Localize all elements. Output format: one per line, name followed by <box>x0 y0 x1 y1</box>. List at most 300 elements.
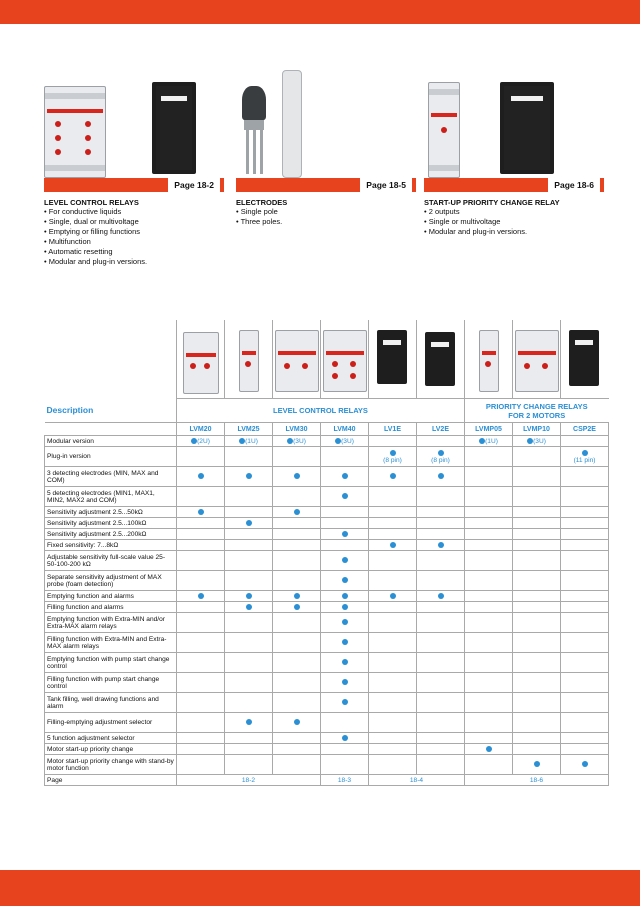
feature-dot <box>438 473 444 479</box>
table-cell <box>369 653 417 673</box>
feature-dot <box>342 639 348 645</box>
table-cell <box>417 518 465 529</box>
bullet-item: • Modular and plug-in versions. <box>424 227 528 236</box>
feature-dot <box>342 531 348 537</box>
cell-note: (1U) <box>245 437 258 445</box>
row-label: Emptying function and alarms <box>45 591 177 602</box>
table-cell <box>465 673 513 693</box>
feature-dot <box>582 450 588 456</box>
table-cell <box>417 693 465 713</box>
table-cell <box>369 755 417 775</box>
table-cell <box>561 571 609 591</box>
table-cell <box>465 744 513 755</box>
feature-dot <box>294 604 300 610</box>
table-cell <box>177 529 225 540</box>
table-cell <box>321 713 369 733</box>
table-cell <box>513 551 561 571</box>
table-row <box>45 602 609 613</box>
feature-dot <box>198 509 204 515</box>
table-row <box>45 733 609 744</box>
img-lvm40 <box>321 320 369 399</box>
table-cell <box>465 529 513 540</box>
table-cell <box>321 633 369 653</box>
table-cell <box>561 436 609 447</box>
row-label: Tank filling, well drawing functions and alarm <box>45 693 177 713</box>
table-cell <box>465 447 513 467</box>
table-cell <box>513 571 561 591</box>
table-cell <box>417 653 465 673</box>
table-cell <box>465 602 513 613</box>
page-reference: 18-6 <box>465 775 609 786</box>
table-cell <box>321 551 369 571</box>
table-cell <box>561 518 609 529</box>
row-label: Emptying function with Extra-MIN and/or Extra-MAX alarm relays <box>45 613 177 633</box>
table-cell <box>369 693 417 713</box>
feature-dot <box>390 593 396 599</box>
table-cell <box>225 447 273 467</box>
table-cell <box>561 467 609 487</box>
table-cell <box>465 551 513 571</box>
table-cell <box>465 518 513 529</box>
table-cell <box>417 633 465 653</box>
table-cell <box>273 633 321 653</box>
table-cell <box>321 602 369 613</box>
table-row <box>45 693 609 713</box>
feature-dot <box>342 659 348 665</box>
table-cell <box>513 447 561 467</box>
table-cell <box>561 733 609 744</box>
img-lv2e <box>417 320 465 399</box>
table-cell <box>177 653 225 673</box>
table-cell <box>417 713 465 733</box>
table-cell <box>417 733 465 744</box>
table-cell <box>225 673 273 693</box>
table-cell <box>273 713 321 733</box>
table-cell <box>321 571 369 591</box>
table-row <box>45 487 609 507</box>
table-cell <box>273 487 321 507</box>
table-cell <box>273 447 321 467</box>
column-header-lvmp05: LVMP05 <box>465 423 513 436</box>
table-cell <box>321 507 369 518</box>
table-cell <box>273 436 321 447</box>
table-cell <box>225 518 273 529</box>
column-header-row <box>45 423 609 436</box>
column-header-lvm40: LVM40 <box>321 423 369 436</box>
table-row <box>45 436 609 447</box>
table-cell <box>321 755 369 775</box>
feature-dot <box>342 493 348 499</box>
feature-dot <box>198 473 204 479</box>
table-cell <box>369 633 417 653</box>
table-cell <box>369 467 417 487</box>
table-cell <box>465 507 513 518</box>
feature-dot <box>534 761 540 767</box>
table-cell <box>369 551 417 571</box>
table-cell <box>465 733 513 744</box>
feature-dot <box>294 509 300 515</box>
table-cell <box>417 571 465 591</box>
table-cell <box>369 529 417 540</box>
table-cell <box>225 613 273 633</box>
table-cell <box>369 540 417 551</box>
table-cell <box>225 602 273 613</box>
table-cell <box>321 693 369 713</box>
table-cell <box>513 467 561 487</box>
img-lvm20 <box>177 320 225 399</box>
table-cell <box>369 447 417 467</box>
product-priority-change-relay <box>424 60 604 237</box>
table-cell <box>273 467 321 487</box>
table-cell <box>321 744 369 755</box>
table-cell <box>513 518 561 529</box>
feature-dot <box>246 593 252 599</box>
bullet-item: • Modular and plug-in versions. <box>44 257 148 266</box>
table-row <box>45 507 609 518</box>
product-title: ELECTRODES <box>236 198 288 207</box>
table-cell <box>417 507 465 518</box>
row-label: Modular version <box>45 436 177 447</box>
table-cell <box>465 540 513 551</box>
feature-dot <box>342 577 348 583</box>
table-cell <box>561 529 609 540</box>
table-cell <box>321 653 369 673</box>
product-electrodes <box>236 60 416 227</box>
column-header-lv2e: LV2E <box>417 423 465 436</box>
row-label: Separate sensitivity adjustment of MAX probe (foam detection) <box>45 571 177 591</box>
table-cell <box>321 487 369 507</box>
table-cell <box>513 673 561 693</box>
table-cell <box>273 613 321 633</box>
group-priority-change-relays: PRIORITY CHANGE RELAYS FOR 2 MOTORS <box>465 399 609 423</box>
feature-dot <box>438 542 444 548</box>
table-cell <box>417 613 465 633</box>
table-cell <box>369 613 417 633</box>
cell-note: (1U) <box>485 437 498 445</box>
table-cell <box>465 633 513 653</box>
table-cell <box>561 613 609 633</box>
table-cell <box>177 633 225 653</box>
table-cell <box>417 591 465 602</box>
img-lvm25 <box>225 320 273 399</box>
table-cell <box>513 733 561 744</box>
table-row <box>45 744 609 755</box>
table-cell <box>513 744 561 755</box>
table-cell <box>561 653 609 673</box>
feature-dot <box>390 542 396 548</box>
table-cell <box>417 673 465 693</box>
table-cell <box>225 487 273 507</box>
page-ref-bar <box>236 178 416 192</box>
table-cell <box>465 591 513 602</box>
feature-dot <box>342 699 348 705</box>
table-cell <box>273 602 321 613</box>
page-row <box>45 775 609 786</box>
table-cell <box>225 653 273 673</box>
page-ref-bar <box>424 178 604 192</box>
table-cell <box>417 487 465 507</box>
row-label: Filling-emptying adjustment selector <box>45 713 177 733</box>
table-cell <box>465 571 513 591</box>
table-row <box>45 467 609 487</box>
table-cell <box>369 744 417 755</box>
table-cell <box>225 529 273 540</box>
row-label: Fixed sensitivity: 7...8kΩ <box>45 540 177 551</box>
table-cell <box>321 733 369 744</box>
img-csp2e <box>561 320 609 399</box>
feature-dot <box>438 450 444 456</box>
feature-dot <box>294 719 300 725</box>
feature-dot <box>342 593 348 599</box>
table-cell <box>321 518 369 529</box>
page-reference: 18-2 <box>177 775 321 786</box>
bullet-item: • Three poles. <box>236 217 283 226</box>
table-cell <box>177 755 225 775</box>
table-cell <box>273 693 321 713</box>
feature-dot <box>198 593 204 599</box>
feature-dot <box>486 746 492 752</box>
cell-note: (3U) <box>341 437 354 445</box>
table-cell <box>465 693 513 713</box>
table-cell <box>513 436 561 447</box>
product-comparison-table <box>44 320 609 786</box>
description-header: Description <box>46 405 94 416</box>
page-reference: 18-3 <box>321 775 369 786</box>
table-cell <box>225 744 273 755</box>
column-header-lvm20: LVM20 <box>177 423 225 436</box>
row-label: 5 function adjustment selector <box>45 733 177 744</box>
table-cell <box>225 693 273 713</box>
table-cell <box>465 436 513 447</box>
table-cell <box>417 467 465 487</box>
table-cell <box>561 713 609 733</box>
table-cell <box>369 507 417 518</box>
page-ref: Page 18-2 <box>168 178 220 192</box>
table-cell <box>513 591 561 602</box>
table-cell <box>225 591 273 602</box>
table-cell <box>369 602 417 613</box>
product-title: LEVEL CONTROL RELAYS <box>44 198 139 207</box>
row-label: 3 detecting electrodes (MIN, MAX and COM) <box>45 467 177 487</box>
bullet-item: • Automatic resetting <box>44 247 113 256</box>
bullet-item: • Single, dual or multivoltage <box>44 217 139 226</box>
bullet-item: • Multifunction <box>44 237 91 246</box>
table-cell <box>369 487 417 507</box>
feature-dot <box>390 450 396 456</box>
modular-priority-relay-image <box>428 82 460 178</box>
column-header-lvm30: LVM30 <box>273 423 321 436</box>
table-cell <box>465 755 513 775</box>
table-cell <box>417 602 465 613</box>
column-header-lvmp10: LVMP10 <box>513 423 561 436</box>
table-cell <box>513 507 561 518</box>
table-cell <box>225 633 273 653</box>
table-cell <box>513 529 561 540</box>
three-pole-electrode-image <box>282 70 302 178</box>
table-cell <box>225 713 273 733</box>
table-cell <box>177 447 225 467</box>
table-cell <box>273 540 321 551</box>
table-cell <box>225 467 273 487</box>
table-cell <box>561 447 609 467</box>
table-cell <box>513 540 561 551</box>
level-relay-photo <box>44 60 224 178</box>
table-cell <box>513 653 561 673</box>
table-row <box>45 591 609 602</box>
product-level-control-relays <box>44 60 224 267</box>
page-reference: 18-4 <box>369 775 465 786</box>
feature-dot <box>294 593 300 599</box>
cell-note: (8 pin) <box>383 456 402 464</box>
electrodes-photo <box>236 60 416 178</box>
table-cell <box>321 436 369 447</box>
plug-in-priority-relay-image <box>500 82 554 174</box>
table-cell <box>273 591 321 602</box>
img-lvmp05 <box>465 320 513 399</box>
bullet-item: • Emptying or filling functions <box>44 227 141 236</box>
feature-dot <box>294 473 300 479</box>
table-cell <box>561 487 609 507</box>
table-cell <box>273 551 321 571</box>
feature-dot <box>246 473 252 479</box>
table-cell <box>177 571 225 591</box>
cell-note: (3U) <box>293 437 306 445</box>
table-cell <box>321 540 369 551</box>
cell-note: (8 pin) <box>431 456 450 464</box>
row-label: Motor start-up priority change with stand-by motor function <box>45 755 177 775</box>
table-cell <box>225 571 273 591</box>
bottom-orange-band <box>0 870 640 906</box>
group-header-row <box>45 399 609 423</box>
table-cell <box>225 733 273 744</box>
row-label: Adjustable sensitivity full-scale value 25-50-100-200 kΩ <box>45 551 177 571</box>
table-cell <box>177 733 225 744</box>
table-cell <box>465 613 513 633</box>
group-level-control-relays: LEVEL CONTROL RELAYS <box>177 399 465 423</box>
table-row <box>45 551 609 571</box>
table-row <box>45 529 609 540</box>
table-row <box>45 673 609 693</box>
modular-relay-image <box>44 86 106 178</box>
table-cell <box>177 591 225 602</box>
feature-dot <box>246 520 252 526</box>
table-cell <box>225 507 273 518</box>
table-cell <box>321 467 369 487</box>
bullet-item: • For conductive liquids <box>44 207 122 216</box>
table-cell <box>513 487 561 507</box>
table-cell <box>225 540 273 551</box>
feature-dot <box>342 473 348 479</box>
table-cell <box>561 755 609 775</box>
cell-note: (2U) <box>197 437 210 445</box>
cell-note: (11 pin) <box>573 456 596 464</box>
table-cell <box>177 518 225 529</box>
row-label: Motor start-up priority change <box>45 744 177 755</box>
table-cell <box>465 467 513 487</box>
table-cell <box>369 591 417 602</box>
table-cell <box>177 613 225 633</box>
top-orange-band <box>0 0 640 24</box>
table-cell <box>321 673 369 693</box>
table-cell <box>561 540 609 551</box>
table-cell <box>369 713 417 733</box>
table-cell <box>177 467 225 487</box>
table-cell <box>561 673 609 693</box>
img-lvm30 <box>273 320 321 399</box>
table-cell <box>417 436 465 447</box>
table-cell <box>177 744 225 755</box>
table-row <box>45 540 609 551</box>
table-cell <box>561 602 609 613</box>
table-cell <box>417 551 465 571</box>
table-cell <box>513 755 561 775</box>
table-cell <box>369 436 417 447</box>
table-row <box>45 571 609 591</box>
feature-dot <box>390 473 396 479</box>
product-title: START-UP PRIORITY CHANGE RELAY <box>424 198 560 207</box>
row-label: Page <box>45 775 177 786</box>
table-cell <box>369 518 417 529</box>
table-cell <box>321 447 369 467</box>
table-cell <box>417 447 465 467</box>
feature-dot <box>438 593 444 599</box>
table-cell <box>225 551 273 571</box>
table-cell <box>513 713 561 733</box>
table-cell <box>369 673 417 693</box>
table-cell <box>177 487 225 507</box>
column-header-lvm25: LVM25 <box>225 423 273 436</box>
table-cell <box>465 487 513 507</box>
table-row <box>45 633 609 653</box>
table-cell <box>465 653 513 673</box>
table-cell <box>513 693 561 713</box>
table-cell <box>369 571 417 591</box>
column-header-lv1e: LV1E <box>369 423 417 436</box>
img-lvmp10 <box>513 320 561 399</box>
table-cell <box>273 744 321 755</box>
table-cell <box>273 507 321 518</box>
image-row <box>45 320 609 399</box>
page-ref: Page 18-6 <box>548 178 600 192</box>
row-label: Filling function with Extra-MIN and Extra-MAX alarm relays <box>45 633 177 653</box>
table-cell <box>321 529 369 540</box>
table-cell <box>273 755 321 775</box>
plug-in-relay-image <box>152 82 196 174</box>
table-cell <box>321 613 369 633</box>
row-label: Sensitivity adjustment 2.5...200kΩ <box>45 529 177 540</box>
bullet-item: • Single pole <box>236 207 278 216</box>
column-header-csp2e: CSP2E <box>561 423 609 436</box>
table-cell <box>273 518 321 529</box>
table-cell <box>273 733 321 744</box>
feature-dot <box>246 604 252 610</box>
table-cell <box>177 436 225 447</box>
feature-dot <box>582 761 588 767</box>
table-cell <box>513 633 561 653</box>
table-row <box>45 613 609 633</box>
table-cell <box>273 529 321 540</box>
bullet-item: • Single or multivoltage <box>424 217 501 226</box>
table-cell <box>177 602 225 613</box>
page-ref: Page 18-5 <box>360 178 412 192</box>
feature-dot <box>342 735 348 741</box>
page-ref-bar <box>44 178 224 192</box>
table-cell <box>561 591 609 602</box>
selection-table <box>44 320 609 786</box>
row-label: 5 detecting electrodes (MIN1, MAX1, MIN2, MAX2 and COM) <box>45 487 177 507</box>
table-row <box>45 653 609 673</box>
table-row <box>45 518 609 529</box>
